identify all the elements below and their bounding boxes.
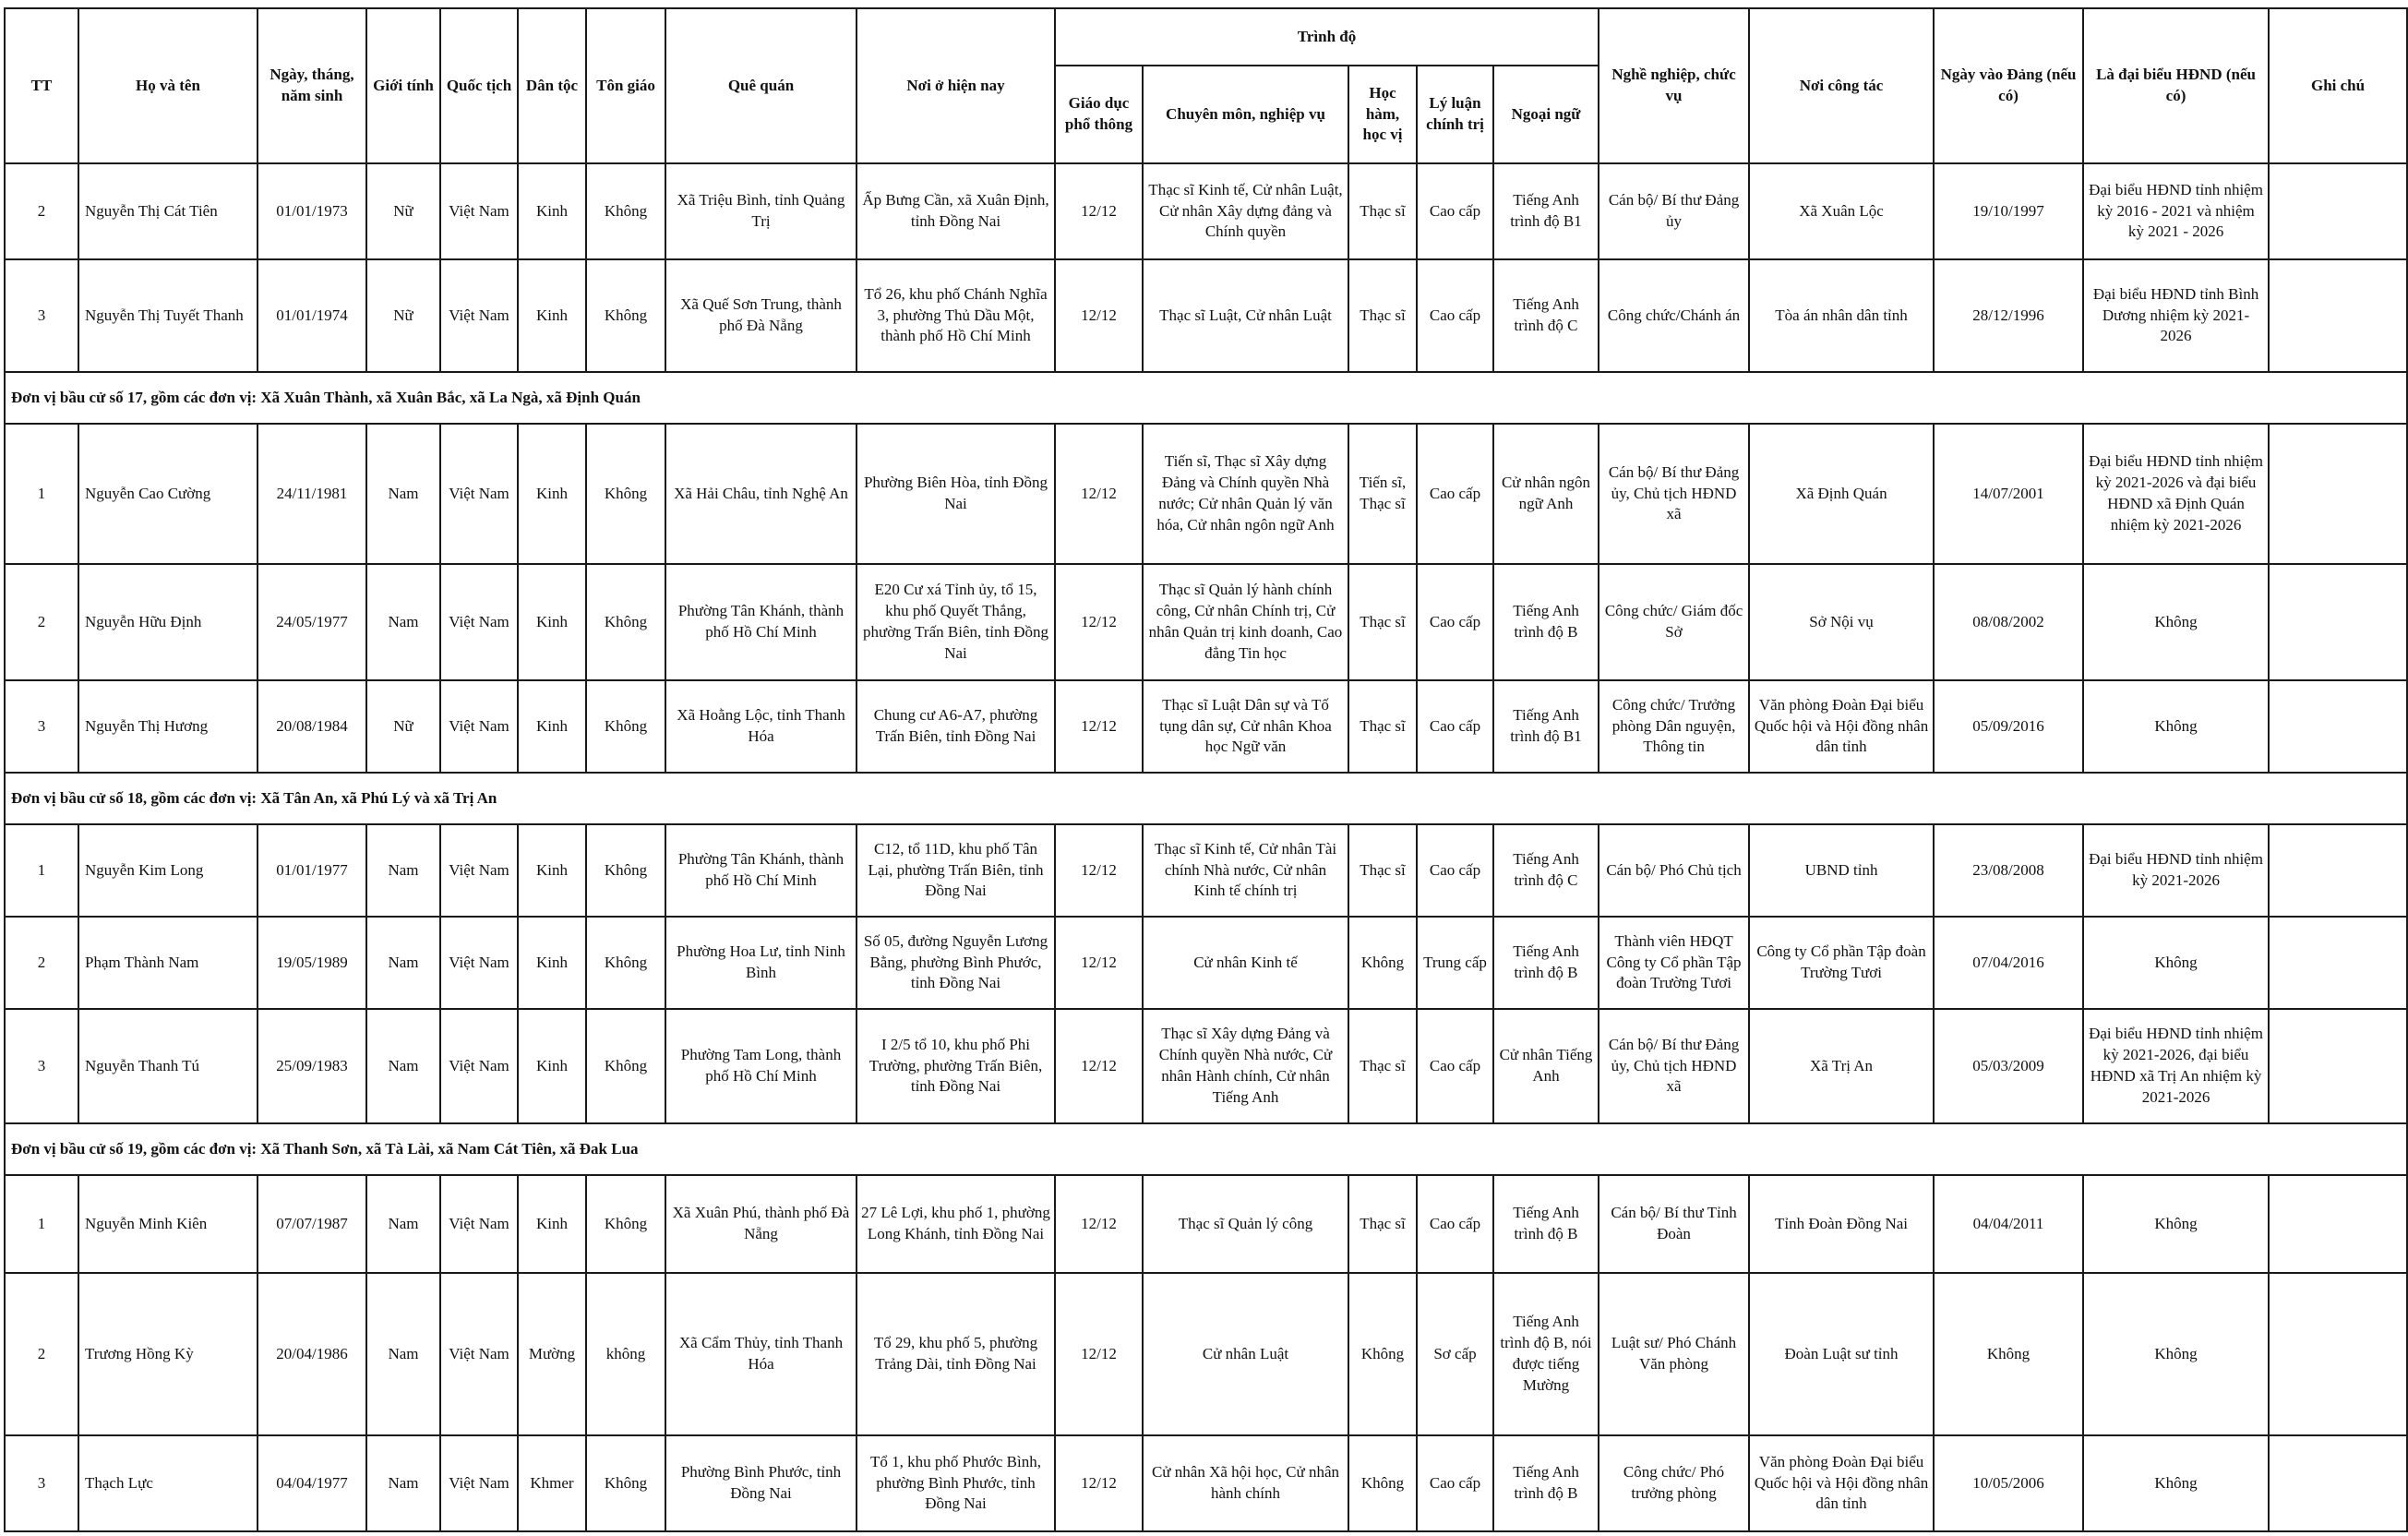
header-note: Ghi chú [2269, 8, 2407, 163]
cell-note [2269, 1273, 2407, 1435]
cell-residence: Chung cư A6-A7, phường Trấn Biên, tỉnh Đồng Nai [857, 680, 1055, 773]
cell-occupation: Cán bộ/ Phó Chủ tịch [1599, 824, 1749, 917]
cell-specialty: Cử nhân Luật [1143, 1273, 1348, 1435]
cell-hometown: Xã Cẩm Thủy, tỉnh Thanh Hóa [665, 1273, 857, 1435]
cell-academic: Thạc sĩ [1348, 824, 1417, 917]
cell-language: Tiếng Anh trình độ C [1493, 259, 1599, 372]
cell-specialty: Tiến sĩ, Thạc sĩ Xây dựng Đảng và Chính quyền Nhà nước; Cử nhân Quản lý văn hóa, Cử nhân ngôn ngữ Anh [1143, 424, 1348, 564]
cell-occupation: Cán bộ/ Bí thư Đảng ủy, Chủ tịch HĐND xã [1599, 424, 1749, 564]
section-row [5, 773, 2407, 824]
cell-dob: 01/01/1974 [258, 259, 366, 372]
cell-general-education: 12/12 [1055, 1273, 1143, 1435]
cell-party-date: 10/05/2006 [1934, 1435, 2083, 1531]
table-row [5, 259, 2407, 372]
cell-occupation: Công chức/ Trưởng phòng Dân nguyện, Thông tin [1599, 680, 1749, 773]
header-party-date: Ngày vào Đảng (nếu có) [1934, 8, 2083, 163]
cell-language: Tiếng Anh trình độ B [1493, 564, 1599, 680]
cell-gender: Nữ [366, 680, 440, 773]
header-tt: TT [5, 8, 78, 163]
cell-hometown: Phường Tân Khánh, thành phố Hồ Chí Minh [665, 824, 857, 917]
cell-workplace: Xã Trị An [1749, 1009, 1934, 1123]
cell-dob: 01/01/1977 [258, 824, 366, 917]
cell-political: Trung cấp [1417, 917, 1493, 1009]
cell-academic: Thạc sĩ [1348, 1175, 1417, 1273]
header-workplace: Nơi công tác [1749, 8, 1934, 163]
cell-note [2269, 424, 2407, 564]
cell-ethnicity: Kinh [518, 824, 586, 917]
cell-occupation: Cán bộ/ Bí thư Đảng ủy [1599, 163, 1749, 259]
cell-nationality: Việt Nam [440, 163, 518, 259]
cell-dob: 24/11/1981 [258, 424, 366, 564]
cell-delegate: Đại biểu HĐND tỉnh nhiệm kỳ 2021-2026, đại biểu HĐND xã Trị An nhiệm kỳ 2021-2026 [2083, 1009, 2269, 1123]
cell-residence: I 2/5 tổ 10, khu phố Phi Trường, phường Trấn Biên, tỉnh Đồng Nai [857, 1009, 1055, 1123]
cell-party-date: 07/04/2016 [1934, 917, 2083, 1009]
cell-political: Cao cấp [1417, 1009, 1493, 1123]
section-title: Đơn vị bầu cử số 19, gồm các đơn vị: Xã Thanh Sơn, xã Tà Lài, xã Nam Cát Tiên, xã Đak Lua [5, 1123, 2407, 1175]
cell-workplace: UBND tỉnh [1749, 824, 1934, 917]
cell-political: Cao cấp [1417, 1175, 1493, 1273]
header-specialty: Chuyên môn, nghiệp vụ [1143, 66, 1348, 163]
cell-academic: Thạc sĩ [1348, 163, 1417, 259]
cell-gender: Nam [366, 1273, 440, 1435]
cell-workplace: Tòa án nhân dân tỉnh [1749, 259, 1934, 372]
cell-nationality: Việt Nam [440, 917, 518, 1009]
cell-political: Cao cấp [1417, 424, 1493, 564]
cell-religion: Không [586, 680, 665, 773]
cell-nationality: Việt Nam [440, 424, 518, 564]
cell-party-date: 08/08/2002 [1934, 564, 2083, 680]
cell-note [2269, 564, 2407, 680]
cell-tt: 3 [5, 259, 78, 372]
section-title: Đơn vị bầu cử số 18, gồm các đơn vị: Xã Tân An, xã Phú Lý và xã Trị An [5, 773, 2407, 824]
cell-religion: không [586, 1273, 665, 1435]
table-row [5, 680, 2407, 773]
header-nationality: Quốc tịch [440, 8, 518, 163]
cell-gender: Nữ [366, 259, 440, 372]
cell-ethnicity: Kinh [518, 424, 586, 564]
cell-religion: Không [586, 1009, 665, 1123]
cell-general-education: 12/12 [1055, 163, 1143, 259]
cell-party-date: 05/09/2016 [1934, 680, 2083, 773]
cell-hometown: Xã Hoằng Lộc, tỉnh Thanh Hóa [665, 680, 857, 773]
cell-language: Tiếng Anh trình độ C [1493, 824, 1599, 917]
cell-residence: Tổ 29, khu phố 5, phường Trảng Dài, tỉnh Đồng Nai [857, 1273, 1055, 1435]
cell-name: Nguyễn Cao Cường [78, 424, 258, 564]
cell-academic: Không [1348, 917, 1417, 1009]
cell-gender: Nam [366, 824, 440, 917]
cell-note [2269, 1175, 2407, 1273]
cell-general-education: 12/12 [1055, 564, 1143, 680]
header-political: Lý luận chính trị [1417, 66, 1493, 163]
cell-ethnicity: Khmer [518, 1435, 586, 1531]
cell-political: Sơ cấp [1417, 1273, 1493, 1435]
table-row [5, 1435, 2407, 1531]
cell-name: Nguyễn Thanh Tú [78, 1009, 258, 1123]
cell-hometown: Xã Triệu Bình, tỉnh Quảng Trị [665, 163, 857, 259]
cell-occupation: Luật sư/ Phó Chánh Văn phòng [1599, 1273, 1749, 1435]
cell-party-date: 14/07/2001 [1934, 424, 2083, 564]
header-general-education: Giáo dục phổ thông [1055, 66, 1143, 163]
section-row [5, 1123, 2407, 1175]
cell-tt: 2 [5, 917, 78, 1009]
cell-hometown: Phường Hoa Lư, tỉnh Ninh Bình [665, 917, 857, 1009]
cell-religion: Không [586, 1175, 665, 1273]
cell-academic: Tiến sĩ, Thạc sĩ [1348, 424, 1417, 564]
cell-nationality: Việt Nam [440, 1435, 518, 1531]
cell-party-date: 28/12/1996 [1934, 259, 2083, 372]
cell-academic: Không [1348, 1273, 1417, 1435]
cell-delegate: Đại biểu HĐND tỉnh nhiệm kỳ 2021-2026 [2083, 824, 2269, 917]
cell-occupation: Cán bộ/ Bí thư Đảng ủy, Chủ tịch HĐND xã [1599, 1009, 1749, 1123]
cell-language: Tiếng Anh trình độ B [1493, 917, 1599, 1009]
cell-delegate: Không [2083, 1175, 2269, 1273]
cell-nationality: Việt Nam [440, 1009, 518, 1123]
table-row [5, 824, 2407, 917]
cell-specialty: Thạc sĩ Xây dựng Đảng và Chính quyền Nhà nước, Cử nhân Hành chính, Cử nhân Tiếng Anh [1143, 1009, 1348, 1123]
cell-workplace: Xã Định Quán [1749, 424, 1934, 564]
cell-workplace: Văn phòng Đoàn Đại biểu Quốc hội và Hội đồng nhân dân tỉnh [1749, 1435, 1934, 1531]
header-occupation: Nghề nghiệp, chức vụ [1599, 8, 1749, 163]
cell-note [2269, 824, 2407, 917]
cell-gender: Nam [366, 1175, 440, 1273]
cell-tt: 1 [5, 1175, 78, 1273]
cell-name: Nguyễn Hữu Định [78, 564, 258, 680]
cell-hometown: Xã Hải Châu, tỉnh Nghệ An [665, 424, 857, 564]
header-dob: Ngày, tháng, năm sinh [258, 8, 366, 163]
cell-name: Phạm Thành Nam [78, 917, 258, 1009]
cell-note [2269, 680, 2407, 773]
cell-name: Trương Hồng Kỳ [78, 1273, 258, 1435]
table-row [5, 1273, 2407, 1435]
cell-language: Cử nhân Tiếng Anh [1493, 1009, 1599, 1123]
section-row [5, 372, 2407, 424]
cell-gender: Nam [366, 1435, 440, 1531]
cell-academic: Thạc sĩ [1348, 1009, 1417, 1123]
cell-language: Tiếng Anh trình độ B, nói được tiếng Mường [1493, 1273, 1599, 1435]
cell-general-education: 12/12 [1055, 1175, 1143, 1273]
cell-name: Nguyễn Minh Kiên [78, 1175, 258, 1273]
cell-dob: 19/05/1989 [258, 917, 366, 1009]
cell-residence: 27 Lê Lợi, khu phố 1, phường Long Khánh, tỉnh Đồng Nai [857, 1175, 1055, 1273]
cell-workplace: Sở Nội vụ [1749, 564, 1934, 680]
cell-language: Tiếng Anh trình độ B1 [1493, 163, 1599, 259]
cell-hometown: Xã Xuân Phú, thành phố Đà Nẵng [665, 1175, 857, 1273]
cell-academic: Thạc sĩ [1348, 259, 1417, 372]
cell-ethnicity: Kinh [518, 680, 586, 773]
cell-hometown: Phường Tân Khánh, thành phố Hồ Chí Minh [665, 564, 857, 680]
cell-hometown: Xã Quế Sơn Trung, thành phố Đà Nẵng [665, 259, 857, 372]
header-name: Họ và tên [78, 8, 258, 163]
cell-workplace: Tỉnh Đoàn Đồng Nai [1749, 1175, 1934, 1273]
cell-nationality: Việt Nam [440, 824, 518, 917]
cell-ethnicity: Kinh [518, 1009, 586, 1123]
cell-ethnicity: Kinh [518, 917, 586, 1009]
table-row [5, 163, 2407, 259]
header-ethnicity: Dân tộc [518, 8, 586, 163]
cell-note [2269, 917, 2407, 1009]
cell-name: Nguyễn Kim Long [78, 824, 258, 917]
cell-party-date: 23/08/2008 [1934, 824, 2083, 917]
cell-tt: 3 [5, 680, 78, 773]
cell-general-education: 12/12 [1055, 680, 1143, 773]
cell-nationality: Việt Nam [440, 1175, 518, 1273]
cell-gender: Nữ [366, 163, 440, 259]
cell-residence: Tổ 26, khu phố Chánh Nghĩa 3, phường Thủ Dầu Một, thành phố Hồ Chí Minh [857, 259, 1055, 372]
cell-language: Tiếng Anh trình độ B1 [1493, 680, 1599, 773]
cell-specialty: Thạc sĩ Quản lý công [1143, 1175, 1348, 1273]
cell-name: Nguyễn Thị Hương [78, 680, 258, 773]
cell-dob: 04/04/1977 [258, 1435, 366, 1531]
candidate-table [4, 7, 2408, 1532]
header-gender: Giới tính [366, 8, 440, 163]
header-hometown: Quê quán [665, 8, 857, 163]
cell-language: Tiếng Anh trình độ B [1493, 1175, 1599, 1273]
cell-ethnicity: Kinh [518, 1175, 586, 1273]
header-language: Ngoại ngữ [1493, 66, 1599, 163]
cell-specialty: Thạc sĩ Kinh tế, Cử nhân Tài chính Nhà nước, Cử nhân Kinh tế chính trị [1143, 824, 1348, 917]
cell-dob: 24/05/1977 [258, 564, 366, 680]
cell-general-education: 12/12 [1055, 917, 1143, 1009]
cell-religion: Không [586, 1435, 665, 1531]
cell-residence: C12, tổ 11D, khu phố Tân Lại, phường Trấn Biên, tỉnh Đồng Nai [857, 824, 1055, 917]
cell-gender: Nam [366, 1009, 440, 1123]
cell-nationality: Việt Nam [440, 564, 518, 680]
cell-hometown: Phường Tam Long, thành phố Hồ Chí Minh [665, 1009, 857, 1123]
cell-delegate: Đại biểu HĐND tỉnh Bình Dương nhiệm kỳ 2021-2026 [2083, 259, 2269, 372]
cell-residence: Phường Biên Hòa, tỉnh Đồng Nai [857, 424, 1055, 564]
table-row [5, 424, 2407, 564]
cell-note [2269, 1435, 2407, 1531]
cell-tt: 2 [5, 163, 78, 259]
cell-specialty: Cử nhân Kinh tế [1143, 917, 1348, 1009]
cell-political: Cao cấp [1417, 680, 1493, 773]
header-education-group: Trình độ [1055, 8, 1599, 66]
cell-gender: Nam [366, 917, 440, 1009]
cell-religion: Không [586, 824, 665, 917]
cell-tt: 1 [5, 424, 78, 564]
cell-party-date: Không [1934, 1273, 2083, 1435]
cell-religion: Không [586, 917, 665, 1009]
cell-delegate: Không [2083, 1273, 2269, 1435]
section-title: Đơn vị bầu cử số 17, gồm các đơn vị: Xã Xuân Thành, xã Xuân Bắc, xã La Ngà, xã Định Quán [5, 372, 2407, 424]
cell-religion: Không [586, 564, 665, 680]
cell-dob: 20/08/1984 [258, 680, 366, 773]
table-row [5, 917, 2407, 1009]
header-residence: Nơi ở hiện nay [857, 8, 1055, 163]
cell-religion: Không [586, 424, 665, 564]
cell-delegate: Không [2083, 1435, 2269, 1531]
table-row [5, 564, 2407, 680]
cell-specialty: Thạc sĩ Luật Dân sự và Tố tụng dân sự, Cử nhân Khoa học Ngữ văn [1143, 680, 1348, 773]
cell-language: Cử nhân ngôn ngữ Anh [1493, 424, 1599, 564]
cell-general-education: 12/12 [1055, 424, 1143, 564]
cell-specialty: Thạc sĩ Quản lý hành chính công, Cử nhân Chính trị, Cử nhân Quản trị kinh doanh, Cao đẳng Tin học [1143, 564, 1348, 680]
table-row [5, 1175, 2407, 1273]
cell-workplace: Xã Xuân Lộc [1749, 163, 1934, 259]
cell-residence: Số 05, đường Nguyễn Lương Bằng, phường Bình Phước, tỉnh Đồng Nai [857, 917, 1055, 1009]
cell-delegate: Đại biểu HĐND tỉnh nhiệm kỳ 2021-2026 và đại biểu HĐND xã Định Quán nhiệm kỳ 2021-2026 [2083, 424, 2269, 564]
cell-specialty: Thạc sĩ Kinh tế, Cử nhân Luật, Cử nhân Xây dựng đảng và Chính quyền [1143, 163, 1348, 259]
cell-note [2269, 1009, 2407, 1123]
cell-political: Cao cấp [1417, 163, 1493, 259]
cell-dob: 07/07/1987 [258, 1175, 366, 1273]
cell-language: Tiếng Anh trình độ B [1493, 1435, 1599, 1531]
cell-name: Nguyễn Thị Cát Tiên [78, 163, 258, 259]
cell-delegate: Đại biểu HĐND tỉnh nhiệm kỳ 2016 - 2021 và nhiệm kỳ 2021 - 2026 [2083, 163, 2269, 259]
cell-dob: 20/04/1986 [258, 1273, 366, 1435]
cell-occupation: Cán bộ/ Bí thư Tỉnh Đoàn [1599, 1175, 1749, 1273]
cell-name: Nguyễn Thị Tuyết Thanh [78, 259, 258, 372]
cell-general-education: 12/12 [1055, 1435, 1143, 1531]
cell-academic: Không [1348, 1435, 1417, 1531]
cell-residence: Tổ 1, khu phố Phước Bình, phường Bình Phước, tỉnh Đồng Nai [857, 1435, 1055, 1531]
cell-workplace: Văn phòng Đoàn Đại biểu Quốc hội và Hội đồng nhân dân tỉnh [1749, 680, 1934, 773]
cell-academic: Thạc sĩ [1348, 564, 1417, 680]
cell-gender: Nam [366, 424, 440, 564]
cell-occupation: Công chức/ Phó trưởng phòng [1599, 1435, 1749, 1531]
cell-hometown: Phường Bình Phước, tỉnh Đồng Nai [665, 1435, 857, 1531]
cell-residence: E20 Cư xá Tỉnh ủy, tổ 15, khu phố Quyết Thắng, phường Trấn Biên, tỉnh Đồng Nai [857, 564, 1055, 680]
cell-political: Cao cấp [1417, 259, 1493, 372]
cell-gender: Nam [366, 564, 440, 680]
cell-religion: Không [586, 259, 665, 372]
cell-specialty: Cử nhân Xã hội học, Cử nhân hành chính [1143, 1435, 1348, 1531]
cell-delegate: Không [2083, 917, 2269, 1009]
cell-ethnicity: Kinh [518, 259, 586, 372]
cell-party-date: 19/10/1997 [1934, 163, 2083, 259]
cell-political: Cao cấp [1417, 824, 1493, 917]
cell-nationality: Việt Nam [440, 1273, 518, 1435]
cell-workplace: Công ty Cổ phần Tập đoàn Trường Tươi [1749, 917, 1934, 1009]
cell-general-education: 12/12 [1055, 259, 1143, 372]
cell-specialty: Thạc sĩ Luật, Cử nhân Luật [1143, 259, 1348, 372]
header-religion: Tôn giáo [586, 8, 665, 163]
cell-tt: 3 [5, 1009, 78, 1123]
cell-general-education: 12/12 [1055, 824, 1143, 917]
header-delegate: Là đại biểu HĐND (nếu có) [2083, 8, 2269, 163]
cell-delegate: Không [2083, 680, 2269, 773]
cell-academic: Thạc sĩ [1348, 680, 1417, 773]
cell-name: Thạch Lực [78, 1435, 258, 1531]
cell-political: Cao cấp [1417, 564, 1493, 680]
cell-nationality: Việt Nam [440, 680, 518, 773]
cell-tt: 1 [5, 824, 78, 917]
table-row [5, 1009, 2407, 1123]
cell-tt: 3 [5, 1435, 78, 1531]
cell-note [2269, 163, 2407, 259]
cell-tt: 2 [5, 1273, 78, 1435]
header-academic: Học hàm, học vị [1348, 66, 1417, 163]
cell-general-education: 12/12 [1055, 1009, 1143, 1123]
cell-ethnicity: Kinh [518, 564, 586, 680]
cell-occupation: Công chức/ Giám đốc Sở [1599, 564, 1749, 680]
cell-note [2269, 259, 2407, 372]
cell-religion: Không [586, 163, 665, 259]
cell-residence: Ấp Bưng Cần, xã Xuân Định, tỉnh Đồng Nai [857, 163, 1055, 259]
cell-occupation: Thành viên HĐQT Công ty Cổ phần Tập đoàn Trường Tươi [1599, 917, 1749, 1009]
cell-ethnicity: Mường [518, 1273, 586, 1435]
cell-dob: 25/09/1983 [258, 1009, 366, 1123]
cell-political: Cao cấp [1417, 1435, 1493, 1531]
cell-party-date: 04/04/2011 [1934, 1175, 2083, 1273]
cell-occupation: Công chức/Chánh án [1599, 259, 1749, 372]
cell-party-date: 05/03/2009 [1934, 1009, 2083, 1123]
cell-dob: 01/01/1973 [258, 163, 366, 259]
cell-tt: 2 [5, 564, 78, 680]
cell-delegate: Không [2083, 564, 2269, 680]
cell-workplace: Đoàn Luật sư tỉnh [1749, 1273, 1934, 1435]
cell-ethnicity: Kinh [518, 163, 586, 259]
cell-nationality: Việt Nam [440, 259, 518, 372]
